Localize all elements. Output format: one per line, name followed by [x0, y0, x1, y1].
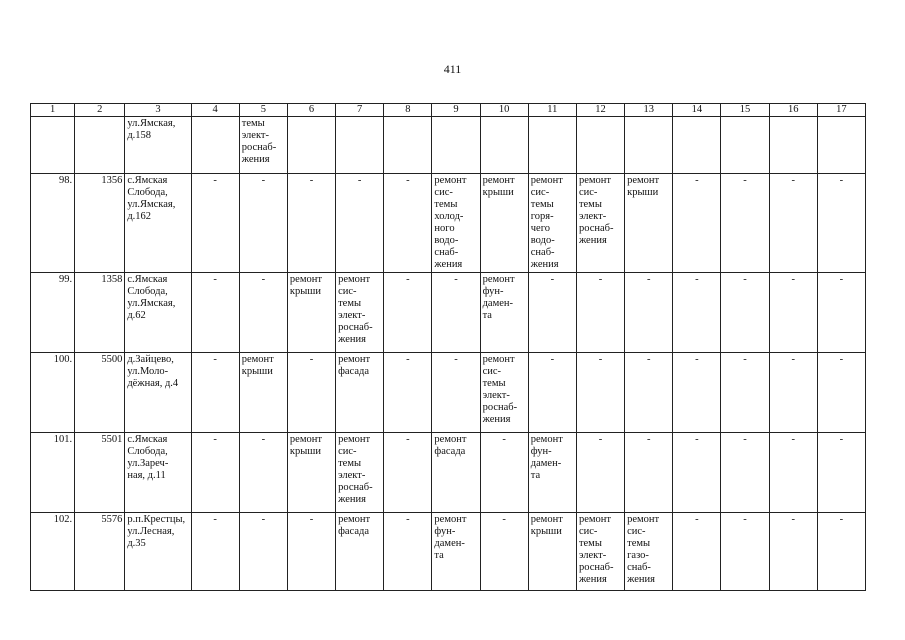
- table-cell: [287, 433, 335, 513]
- table-cell: [432, 117, 480, 174]
- cell-text: ремонт сис- темы элект- роснаб- жения: [338, 274, 373, 345]
- cell-text: -: [646, 434, 651, 445]
- table-cell: [528, 513, 576, 591]
- table-cell: [673, 433, 721, 513]
- table-cell: [625, 273, 673, 353]
- repair-schedule-table: [30, 103, 866, 591]
- cell-text: -: [309, 175, 314, 186]
- cell-text: -: [213, 434, 217, 445]
- cell-text: -: [839, 354, 844, 365]
- cell-text: -: [646, 274, 651, 285]
- table-body: [31, 104, 866, 591]
- cell-text: 5576: [101, 514, 123, 525]
- table-cell: [480, 117, 528, 174]
- cell-text: -: [791, 514, 795, 525]
- table-cell: [721, 174, 769, 273]
- cell-text: с.Ямская Слобода, ул.Ямская, д.62: [127, 274, 176, 321]
- cell-text: ремонт фун- дамен- та: [434, 514, 467, 561]
- cell-text: ремонт сис- темы элект- роснаб- жения: [578, 514, 614, 585]
- cell-text: ремонт фун- дамен- та: [482, 274, 515, 321]
- column-header: 6: [287, 104, 335, 117]
- column-header: 4: [191, 104, 239, 117]
- cell-text: -: [646, 354, 651, 365]
- cell-text: -: [695, 514, 699, 525]
- table-row: [31, 353, 866, 433]
- table-cell: [625, 174, 673, 273]
- cell-text: -: [502, 514, 506, 525]
- cell-text: -: [695, 434, 699, 445]
- cell-text: -: [261, 274, 266, 285]
- cell-text: 1358: [101, 274, 123, 285]
- table-cell: [432, 273, 480, 353]
- column-header: 11: [528, 104, 576, 117]
- cell-text: -: [213, 354, 217, 365]
- table-cell: [528, 353, 576, 433]
- cell-text: ремонт крыши: [241, 354, 274, 377]
- table-cell: [625, 513, 673, 591]
- cell-text: -: [695, 175, 699, 186]
- cell-text: с.Ямская Слобода, ул.Ямская, д.162: [127, 175, 176, 222]
- table-cell: [769, 433, 817, 513]
- table-cell: [384, 117, 432, 174]
- cell-text: -: [357, 175, 362, 186]
- cell-text: -: [454, 274, 458, 285]
- table-cell: [125, 174, 191, 273]
- table-cell: [528, 174, 576, 273]
- table-cell: [75, 353, 125, 433]
- cell-text: -: [839, 175, 844, 186]
- cell-text: 1356: [101, 175, 123, 186]
- table-cell: [769, 353, 817, 433]
- cell-text: 99.: [59, 274, 73, 285]
- table-cell: [336, 117, 384, 174]
- cell-text: 5501: [101, 434, 123, 445]
- table-cell: [576, 117, 624, 174]
- table-cell: [125, 513, 191, 591]
- cell-text: -: [695, 354, 699, 365]
- cell-text: -: [213, 175, 217, 186]
- table-cell: [336, 513, 384, 591]
- cell-text: 102.: [53, 514, 73, 525]
- table-cell: [528, 273, 576, 353]
- table-row: [31, 174, 866, 273]
- cell-text: 5500: [101, 354, 123, 365]
- cell-text: с.Ямская Слобода, ул.Зареч- ная, д.11: [127, 434, 169, 481]
- table-cell: [817, 117, 865, 174]
- column-header: 13: [625, 104, 673, 117]
- table-cell: [480, 273, 528, 353]
- table-cell: [480, 353, 528, 433]
- cell-text: -: [743, 514, 747, 525]
- cell-text: ремонт сис- темы элект- роснаб- жения: [578, 175, 614, 246]
- table-cell: [721, 353, 769, 433]
- table-cell: [75, 174, 125, 273]
- column-header: 16: [769, 104, 817, 117]
- cell-text: -: [743, 175, 747, 186]
- table-cell: [817, 513, 865, 591]
- table-cell: [336, 174, 384, 273]
- table-cell: [673, 353, 721, 433]
- table-cell: [384, 174, 432, 273]
- cell-text: ремонт сис- темы элект- роснаб- жения: [338, 434, 373, 505]
- cell-text: ремонт крыши: [627, 175, 660, 198]
- column-header: 7: [336, 104, 384, 117]
- cell-text: 101.: [53, 434, 73, 445]
- cell-text: ремонт фасада: [338, 514, 371, 537]
- table-cell: [528, 433, 576, 513]
- table-cell: [721, 117, 769, 174]
- cell-text: -: [261, 434, 266, 445]
- cell-text: -: [261, 514, 266, 525]
- table-cell: [769, 273, 817, 353]
- cell-text: ремонт крыши: [482, 175, 515, 198]
- cell-text: ремонт фун- дамен- та: [530, 434, 563, 481]
- cell-text: -: [406, 514, 410, 525]
- cell-text: -: [791, 274, 795, 285]
- cell-text: 98.: [59, 175, 73, 186]
- cell-text: -: [261, 175, 266, 186]
- table-cell: [75, 513, 125, 591]
- table-cell: [191, 353, 239, 433]
- table-cell: [31, 513, 75, 591]
- column-header: 17: [817, 104, 865, 117]
- table-cell: [721, 273, 769, 353]
- table-cell: [191, 174, 239, 273]
- column-header: 3: [125, 104, 191, 117]
- page-number: 411: [443, 62, 462, 76]
- cell-text: -: [454, 354, 458, 365]
- table-cell: [576, 433, 624, 513]
- table-cell: [576, 174, 624, 273]
- table-cell: [125, 433, 191, 513]
- cell-text: ул.Ямская, д.158: [127, 118, 176, 141]
- cell-text: д.Зайцево, ул.Моло- дёжная, д.4: [127, 354, 179, 389]
- table-cell: [576, 273, 624, 353]
- table-cell: [384, 513, 432, 591]
- table-cell: [239, 513, 287, 591]
- table-cell: [336, 353, 384, 433]
- cell-text: -: [695, 274, 699, 285]
- cell-text: -: [550, 274, 555, 285]
- table-cell: [31, 174, 75, 273]
- table-cell: [287, 117, 335, 174]
- cell-text: -: [213, 274, 217, 285]
- table-cell: [480, 174, 528, 273]
- column-header: 2: [75, 104, 125, 117]
- column-header: 8: [384, 104, 432, 117]
- column-header-row: [31, 104, 866, 117]
- cell-text: -: [309, 354, 314, 365]
- table-cell: [480, 433, 528, 513]
- table-cell: [75, 433, 125, 513]
- cell-text: темы элект- роснаб- жения: [241, 118, 277, 165]
- cell-text: -: [598, 354, 603, 365]
- table-cell: [576, 513, 624, 591]
- table-cell: [817, 273, 865, 353]
- column-header: 15: [721, 104, 769, 117]
- cell-text: р.п.Крестцы, ул.Лесная, д.35: [127, 514, 186, 549]
- table-cell: [75, 117, 125, 174]
- cell-text: -: [502, 434, 506, 445]
- table-cell: [239, 174, 287, 273]
- table-cell: [239, 273, 287, 353]
- table-cell: [673, 273, 721, 353]
- cell-text: ремонт сис- темы горя- чего водо- снаб- жения: [530, 175, 563, 270]
- column-header: 14: [673, 104, 721, 117]
- cell-text: -: [406, 354, 410, 365]
- cell-text: -: [743, 274, 747, 285]
- cell-text: -: [791, 175, 795, 186]
- table-cell: [384, 433, 432, 513]
- table-cell: [31, 273, 75, 353]
- cell-text: ремонт сис- темы газо- снаб- жения: [627, 514, 660, 585]
- cell-text: -: [743, 434, 747, 445]
- table-cell: [191, 117, 239, 174]
- cell-text: ремонт крыши: [289, 434, 322, 457]
- column-header: 5: [239, 104, 287, 117]
- table-cell: [287, 353, 335, 433]
- cell-text: ремонт крыши: [289, 274, 322, 297]
- table-cell: [625, 117, 673, 174]
- table-cell: [673, 513, 721, 591]
- table-row: [31, 433, 866, 513]
- cell-text: -: [839, 274, 844, 285]
- cell-text: -: [791, 434, 795, 445]
- table-cell: [336, 273, 384, 353]
- table-cell: [239, 433, 287, 513]
- table-cell: [817, 353, 865, 433]
- table-cell: [191, 513, 239, 591]
- cell-text: -: [550, 354, 555, 365]
- cell-text: -: [309, 514, 314, 525]
- table-cell: [239, 353, 287, 433]
- table-cell: [239, 117, 287, 174]
- table-cell: [673, 174, 721, 273]
- table-cell: [31, 433, 75, 513]
- cell-text: -: [598, 434, 603, 445]
- column-header: 12: [576, 104, 624, 117]
- table-cell: [480, 513, 528, 591]
- table-cell: [287, 273, 335, 353]
- cell-text: -: [406, 434, 410, 445]
- column-header: 10: [480, 104, 528, 117]
- table-cell: [75, 273, 125, 353]
- table-row: [31, 117, 866, 174]
- table-cell: [528, 117, 576, 174]
- table-cell: [769, 117, 817, 174]
- cell-text: -: [791, 354, 795, 365]
- table-cell: [817, 433, 865, 513]
- cell-text: -: [743, 354, 747, 365]
- cell-text: 100.: [53, 354, 73, 365]
- cell-text: ремонт сис- темы элект- роснаб- жения: [482, 354, 518, 425]
- table-cell: [384, 353, 432, 433]
- table-cell: [191, 273, 239, 353]
- cell-text: -: [406, 274, 410, 285]
- table-cell: [721, 513, 769, 591]
- table-row: [31, 513, 866, 591]
- cell-text: -: [598, 274, 603, 285]
- cell-text: -: [213, 514, 217, 525]
- cell-text: ремонт крыши: [530, 514, 563, 537]
- column-header: 1: [31, 104, 75, 117]
- cell-text: -: [406, 175, 410, 186]
- table-cell: [31, 353, 75, 433]
- table-cell: [125, 273, 191, 353]
- table-cell: [191, 433, 239, 513]
- table-cell: [769, 513, 817, 591]
- table-cell: [125, 117, 191, 174]
- table-cell: [287, 513, 335, 591]
- cell-text: -: [839, 434, 844, 445]
- cell-text: ремонт фасада: [434, 434, 467, 457]
- table-cell: [31, 117, 75, 174]
- cell-text: ремонт фасада: [338, 354, 371, 377]
- table-row: [31, 273, 866, 353]
- cell-text: ремонт сис- темы холод- ного водо- снаб- жения: [434, 175, 467, 270]
- table-cell: [432, 353, 480, 433]
- table-cell: [769, 174, 817, 273]
- table-cell: [625, 353, 673, 433]
- table-cell: [125, 353, 191, 433]
- cell-text: -: [839, 514, 844, 525]
- table-cell: [336, 433, 384, 513]
- table-cell: [432, 513, 480, 591]
- table-cell: [625, 433, 673, 513]
- table-cell: [721, 433, 769, 513]
- table-cell: [384, 273, 432, 353]
- table-cell: [817, 174, 865, 273]
- table-cell: [673, 117, 721, 174]
- table-cell: [287, 174, 335, 273]
- table-cell: [432, 174, 480, 273]
- table-cell: [576, 353, 624, 433]
- table-cell: [432, 433, 480, 513]
- column-header: 9: [432, 104, 480, 117]
